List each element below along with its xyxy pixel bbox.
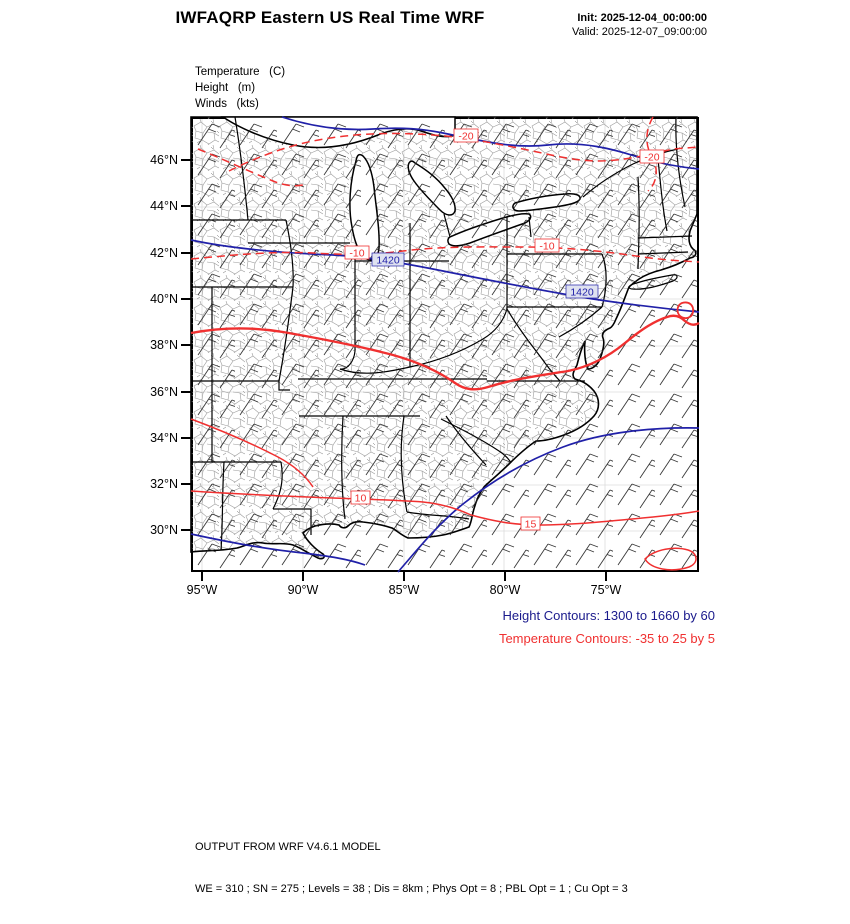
svg-text:15: 15 (524, 518, 537, 531)
lat-label-46n: 46°N (150, 153, 178, 167)
contour-notes (499, 604, 715, 650)
temperature-contours-note: Temperature Contours: -35 to 25 by 5 (498, 631, 715, 646)
temp-label-neg20-a (454, 129, 478, 143)
lat-tick (181, 344, 191, 346)
lon-label-75w: 75°W (590, 583, 622, 597)
lat-label-42n: 42°N (150, 246, 178, 260)
lat-tick (181, 205, 191, 207)
svg-text:1420: 1420 (570, 286, 594, 299)
lat-label-40n: 40°N (150, 292, 178, 306)
temp-label-neg10-b (535, 239, 559, 253)
height-label-1420-b (566, 285, 598, 299)
lat-label-36n: 36°N (150, 385, 178, 399)
model-footer (195, 812, 628, 924)
lon-label-85w: 85°W (388, 583, 420, 597)
lat-tick (181, 391, 191, 393)
svg-text:-20: -20 (458, 130, 474, 143)
map-frame (191, 117, 699, 572)
lon-label-95w: 95°W (186, 583, 218, 597)
lon-label-90w: 90°W (287, 583, 319, 597)
lon-label-80w: 80°W (489, 583, 521, 597)
lat-label-32n: 32°N (150, 477, 178, 491)
variable-legend (195, 64, 285, 112)
svg-text:-20: -20 (644, 151, 660, 164)
lat-tick (181, 159, 191, 161)
height-contours-note: Height Contours: 1300 to 1660 by 60 (502, 608, 715, 623)
legend-winds: Winds (kts) (195, 98, 259, 110)
footer-config-line: WE = 310 ; SN = 275 ; Levels = 38 ; Dis = 8km ; Phys Opt = 8 ; PBL Opt = 1 ; Cu Opt = 3 (195, 883, 628, 895)
svg-text:-10: -10 (349, 247, 365, 260)
lat-label-38n: 38°N (150, 338, 178, 352)
svg-text:10: 10 (354, 492, 367, 505)
run-info (572, 11, 707, 39)
init-time: Init: 2025-12-04_00:00:00 (577, 12, 707, 24)
svg-text:-10: -10 (539, 240, 555, 253)
temp-label-neg10-a (345, 246, 369, 260)
temp-label-pos10 (351, 491, 370, 505)
lat-label-30n: 30°N (150, 523, 178, 537)
legend-temperature: Temperature (C) (195, 66, 286, 78)
height-label-1420-a (372, 253, 404, 267)
lat-label-44n: 44°N (150, 199, 178, 213)
wrf-map (193, 119, 697, 570)
lat-tick (181, 529, 191, 531)
legend-height: Height (m) (195, 82, 256, 94)
lat-tick (181, 252, 191, 254)
lat-tick (181, 437, 191, 439)
valid-time: Valid: 2025-12-07_09:00:00 (572, 26, 707, 38)
footer-model-line: OUTPUT FROM WRF V4.6.1 MODEL (195, 841, 381, 853)
temp-label-neg20-b (640, 150, 664, 164)
temp-label-pos15 (521, 517, 540, 531)
page-title: IWFAQRP Eastern US Real Time WRF (175, 8, 485, 27)
lat-label-34n: 34°N (150, 431, 178, 445)
svg-text:1420: 1420 (376, 254, 400, 267)
lat-tick (181, 298, 191, 300)
lat-tick (181, 483, 191, 485)
